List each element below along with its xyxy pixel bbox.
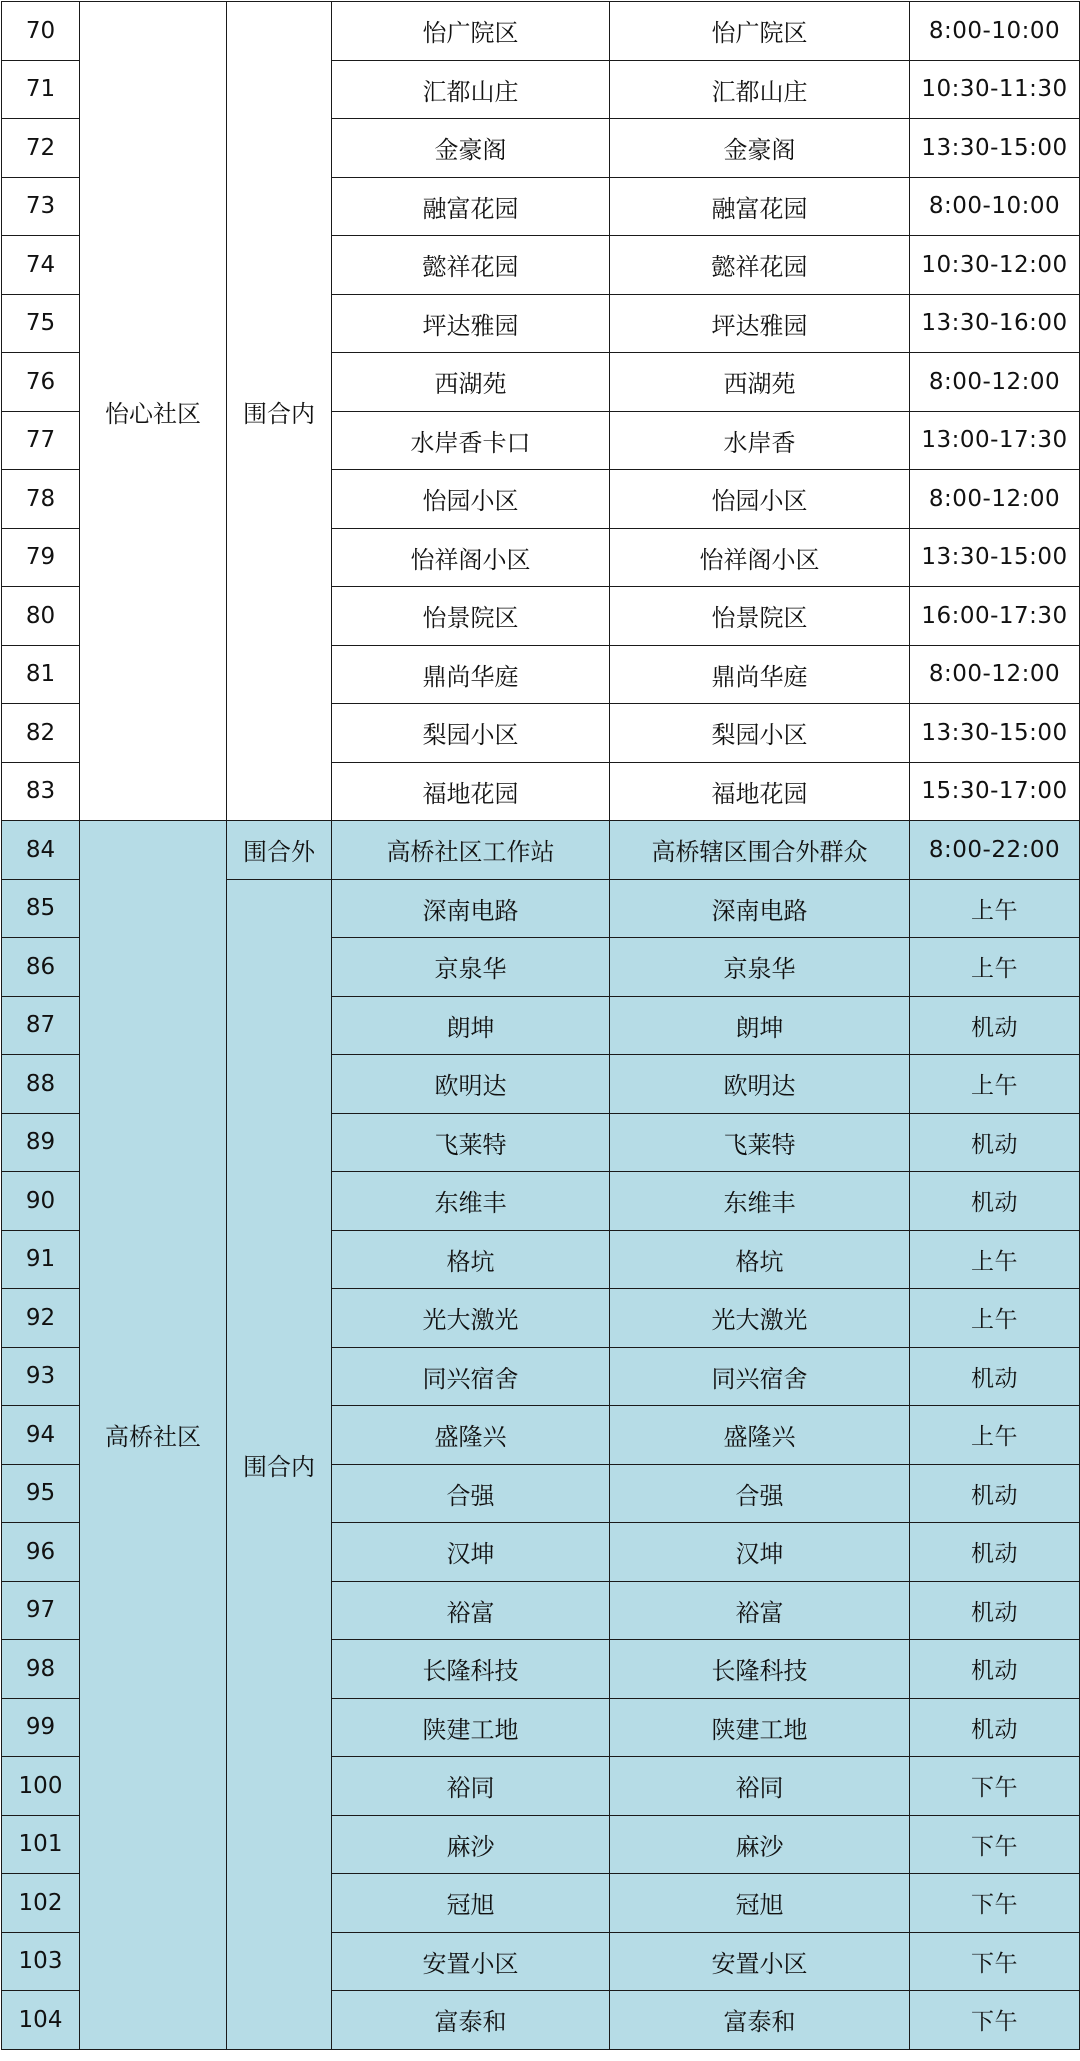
site-cell: 怡园小区 <box>332 470 610 529</box>
zone-cell: 围合外 <box>227 821 332 880</box>
site-cell: 坪达雅园 <box>332 294 610 353</box>
row-number-cell: 98 <box>2 1640 80 1699</box>
site-cell: 怡景院区 <box>332 587 610 646</box>
time-cell: 8:00-10:00 <box>910 2 1080 61</box>
time-cell: 机动 <box>910 1172 1080 1231</box>
row-number-cell: 90 <box>2 1172 80 1231</box>
target-cell: 西湖苑 <box>610 353 910 412</box>
row-number-cell: 100 <box>2 1757 80 1816</box>
target-cell: 怡祥阁小区 <box>610 528 910 587</box>
target-cell: 融富花园 <box>610 177 910 236</box>
table-row <box>2 821 1080 880</box>
row-number-cell: 96 <box>2 1523 80 1582</box>
row-number-cell: 86 <box>2 938 80 997</box>
site-cell: 欧明达 <box>332 1055 610 1114</box>
time-cell: 13:00-17:30 <box>910 411 1080 470</box>
time-cell: 机动 <box>910 1347 1080 1406</box>
target-cell: 怡景院区 <box>610 587 910 646</box>
time-cell: 16:00-17:30 <box>910 587 1080 646</box>
row-number-cell: 72 <box>2 119 80 178</box>
row-number-cell: 99 <box>2 1698 80 1757</box>
target-cell: 裕富 <box>610 1581 910 1640</box>
target-cell: 高桥辖区围合外群众 <box>610 821 910 880</box>
time-cell: 上午 <box>910 1289 1080 1348</box>
time-cell: 13:30-15:00 <box>910 119 1080 178</box>
site-cell: 梨园小区 <box>332 704 610 763</box>
community-cell: 怡心社区 <box>80 2 227 821</box>
site-cell: 水岸香卡口 <box>332 411 610 470</box>
target-cell: 欧明达 <box>610 1055 910 1114</box>
row-number-cell: 70 <box>2 2 80 61</box>
time-cell: 下午 <box>910 1932 1080 1991</box>
site-cell: 怡祥阁小区 <box>332 528 610 587</box>
time-cell: 8:00-12:00 <box>910 353 1080 412</box>
time-cell: 8:00-22:00 <box>910 821 1080 880</box>
time-cell: 15:30-17:00 <box>910 762 1080 821</box>
target-cell: 合强 <box>610 1464 910 1523</box>
table-row <box>2 2 1080 61</box>
row-number-cell: 79 <box>2 528 80 587</box>
site-cell: 安置小区 <box>332 1932 610 1991</box>
row-number-cell: 83 <box>2 762 80 821</box>
site-cell: 鼎尚华庭 <box>332 645 610 704</box>
site-cell: 长隆科技 <box>332 1640 610 1699</box>
target-cell: 格坑 <box>610 1230 910 1289</box>
time-cell: 上午 <box>910 1055 1080 1114</box>
time-cell: 10:30-11:30 <box>910 60 1080 119</box>
time-cell: 下午 <box>910 1991 1080 2050</box>
site-cell: 怡广院区 <box>332 2 610 61</box>
target-cell: 同兴宿舍 <box>610 1347 910 1406</box>
site-cell: 陕建工地 <box>332 1698 610 1757</box>
site-cell: 飞莱特 <box>332 1113 610 1172</box>
time-cell: 下午 <box>910 1757 1080 1816</box>
target-cell: 怡园小区 <box>610 470 910 529</box>
target-cell: 汉坤 <box>610 1523 910 1582</box>
site-cell: 深南电路 <box>332 879 610 938</box>
target-cell: 福地花园 <box>610 762 910 821</box>
target-cell: 长隆科技 <box>610 1640 910 1699</box>
row-number-cell: 104 <box>2 1991 80 2050</box>
schedule-table-body <box>2 2 1080 2050</box>
row-number-cell: 81 <box>2 645 80 704</box>
target-cell: 汇都山庄 <box>610 60 910 119</box>
site-cell: 裕同 <box>332 1757 610 1816</box>
row-number-cell: 85 <box>2 879 80 938</box>
target-cell: 京泉华 <box>610 938 910 997</box>
target-cell: 坪达雅园 <box>610 294 910 353</box>
target-cell: 安置小区 <box>610 1932 910 1991</box>
target-cell: 东维丰 <box>610 1172 910 1231</box>
target-cell: 朗坤 <box>610 996 910 1055</box>
schedule-table <box>1 1 1080 2050</box>
site-cell: 麻沙 <box>332 1815 610 1874</box>
row-number-cell: 94 <box>2 1406 80 1465</box>
site-cell: 汉坤 <box>332 1523 610 1582</box>
time-cell: 10:30-12:00 <box>910 236 1080 295</box>
site-cell: 高桥社区工作站 <box>332 821 610 880</box>
time-cell: 机动 <box>910 1113 1080 1172</box>
row-number-cell: 89 <box>2 1113 80 1172</box>
time-cell: 13:30-16:00 <box>910 294 1080 353</box>
site-cell: 京泉华 <box>332 938 610 997</box>
zone-cell: 围合内 <box>227 879 332 2049</box>
site-cell: 汇都山庄 <box>332 60 610 119</box>
time-cell: 机动 <box>910 1698 1080 1757</box>
row-number-cell: 76 <box>2 353 80 412</box>
site-cell: 冠旭 <box>332 1874 610 1933</box>
target-cell: 深南电路 <box>610 879 910 938</box>
target-cell: 水岸香 <box>610 411 910 470</box>
site-cell: 光大激光 <box>332 1289 610 1348</box>
target-cell: 怡广院区 <box>610 2 910 61</box>
row-number-cell: 92 <box>2 1289 80 1348</box>
row-number-cell: 87 <box>2 996 80 1055</box>
site-cell: 朗坤 <box>332 996 610 1055</box>
row-number-cell: 82 <box>2 704 80 763</box>
site-cell: 裕富 <box>332 1581 610 1640</box>
site-cell: 金豪阁 <box>332 119 610 178</box>
time-cell: 下午 <box>910 1874 1080 1933</box>
row-number-cell: 88 <box>2 1055 80 1114</box>
site-cell: 同兴宿舍 <box>332 1347 610 1406</box>
time-cell: 机动 <box>910 1523 1080 1582</box>
row-number-cell: 73 <box>2 177 80 236</box>
row-number-cell: 80 <box>2 587 80 646</box>
time-cell: 下午 <box>910 1815 1080 1874</box>
target-cell: 裕同 <box>610 1757 910 1816</box>
time-cell: 13:30-15:00 <box>910 704 1080 763</box>
target-cell: 飞莱特 <box>610 1113 910 1172</box>
site-cell: 格坑 <box>332 1230 610 1289</box>
target-cell: 麻沙 <box>610 1815 910 1874</box>
time-cell: 机动 <box>910 1581 1080 1640</box>
time-cell: 机动 <box>910 1640 1080 1699</box>
target-cell: 鼎尚华庭 <box>610 645 910 704</box>
row-number-cell: 103 <box>2 1932 80 1991</box>
site-cell: 盛隆兴 <box>332 1406 610 1465</box>
row-number-cell: 97 <box>2 1581 80 1640</box>
target-cell: 陕建工地 <box>610 1698 910 1757</box>
community-cell: 高桥社区 <box>80 821 227 2050</box>
row-number-cell: 91 <box>2 1230 80 1289</box>
time-cell: 8:00-12:00 <box>910 470 1080 529</box>
site-cell: 东维丰 <box>332 1172 610 1231</box>
row-number-cell: 74 <box>2 236 80 295</box>
row-number-cell: 84 <box>2 821 80 880</box>
site-cell: 合强 <box>332 1464 610 1523</box>
row-number-cell: 75 <box>2 294 80 353</box>
time-cell: 13:30-15:00 <box>910 528 1080 587</box>
site-cell: 富泰和 <box>332 1991 610 2050</box>
target-cell: 懿祥花园 <box>610 236 910 295</box>
row-number-cell: 77 <box>2 411 80 470</box>
row-number-cell: 71 <box>2 60 80 119</box>
site-cell: 西湖苑 <box>332 353 610 412</box>
row-number-cell: 95 <box>2 1464 80 1523</box>
time-cell: 上午 <box>910 938 1080 997</box>
time-cell: 上午 <box>910 879 1080 938</box>
row-number-cell: 93 <box>2 1347 80 1406</box>
target-cell: 冠旭 <box>610 1874 910 1933</box>
row-number-cell: 78 <box>2 470 80 529</box>
site-cell: 懿祥花园 <box>332 236 610 295</box>
time-cell: 机动 <box>910 996 1080 1055</box>
site-cell: 融富花园 <box>332 177 610 236</box>
time-cell: 机动 <box>910 1464 1080 1523</box>
row-number-cell: 102 <box>2 1874 80 1933</box>
site-cell: 福地花园 <box>332 762 610 821</box>
row-number-cell: 101 <box>2 1815 80 1874</box>
target-cell: 金豪阁 <box>610 119 910 178</box>
target-cell: 梨园小区 <box>610 704 910 763</box>
target-cell: 盛隆兴 <box>610 1406 910 1465</box>
target-cell: 光大激光 <box>610 1289 910 1348</box>
time-cell: 上午 <box>910 1230 1080 1289</box>
time-cell: 8:00-12:00 <box>910 645 1080 704</box>
target-cell: 富泰和 <box>610 1991 910 2050</box>
time-cell: 8:00-10:00 <box>910 177 1080 236</box>
time-cell: 上午 <box>910 1406 1080 1465</box>
zone-cell: 围合内 <box>227 2 332 821</box>
